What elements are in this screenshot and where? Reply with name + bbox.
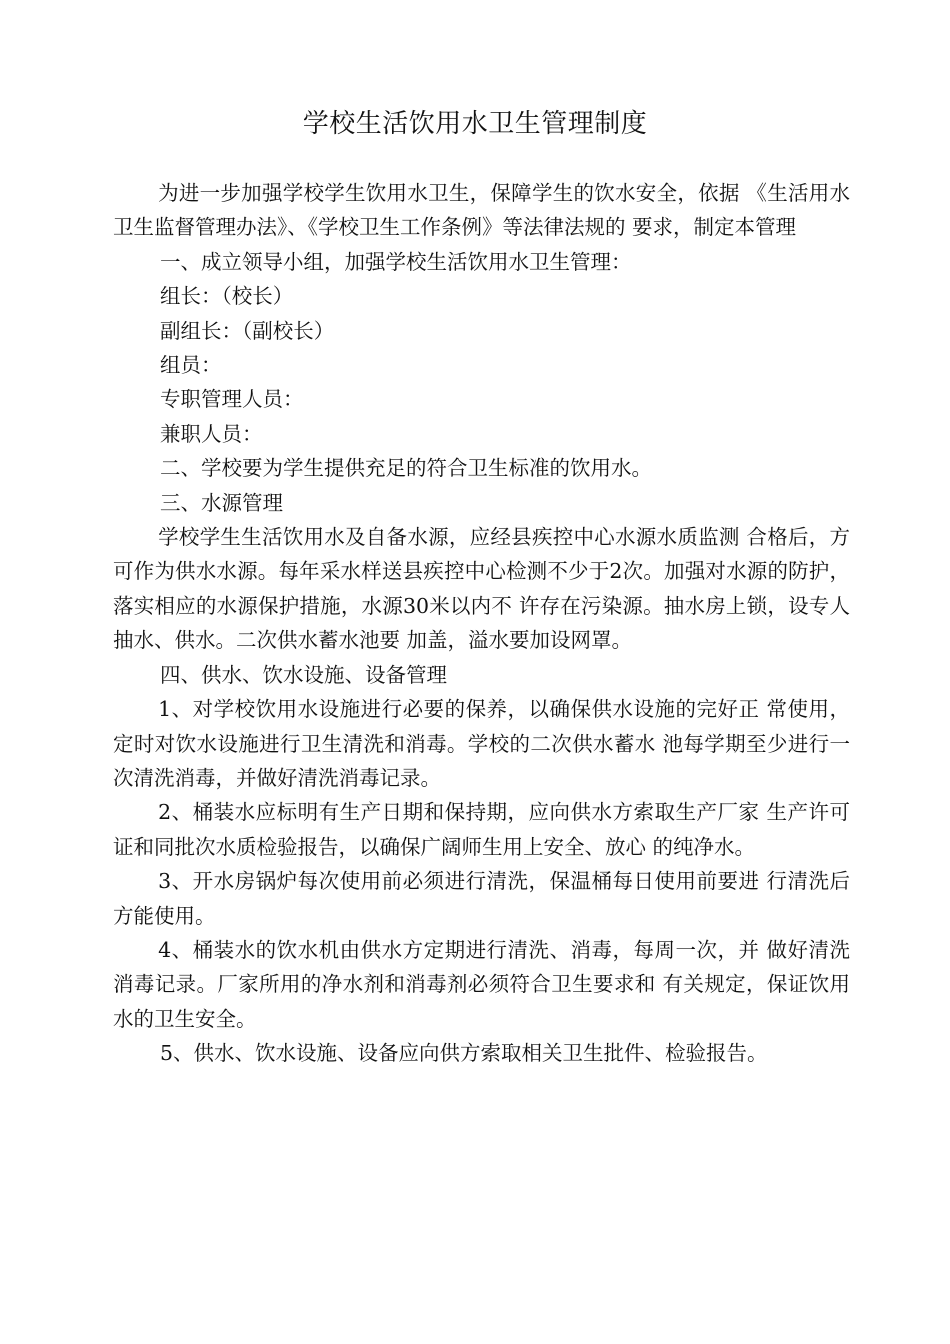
intro-paragraph: 为进一步加强学校学生饮用水卫生，保障学生的饮水安全，依据 《生活用水卫生监督管理办法》、《学校卫生工作条例》等法律法规的 要求，制定本管理 — [113, 181, 850, 240]
facilities-item-5: 5、供水、饮水设施、设备应向供方索取相关卫生批件、检验报告。 — [160, 1041, 768, 1066]
section-heading-supply: 二、学校要为学生提供充足的符合卫生标准的饮用水。 — [160, 456, 652, 481]
section-heading-leadership: 一、成立领导小组，加强学校生活饮用水卫生管理： — [160, 249, 632, 274]
fulltime-staff-line: 专职管理人员： — [160, 387, 304, 412]
document-title: 学校生活饮用水卫生管理制度 — [302, 109, 648, 139]
section-heading-water-source: 三、水源管理 — [160, 490, 283, 515]
parttime-staff-line: 兼职人员： — [160, 421, 263, 446]
members-line: 组员： — [160, 353, 222, 378]
facilities-item-1: 1、对学校饮用水设施进行必要的保养，以确保供水设施的完好正 常使用，定时对饮水设施进行卫生清洗和消毒。学校的二次供水蓄水 池每学期至少进行一次清洗消毒，并做好清洗消毒记录。 — [113, 697, 850, 790]
section-heading-facilities: 四、供水、饮水设施、设备管理 — [160, 662, 447, 687]
facilities-item-4: 4、桶装水的饮水机由供水方定期进行清洗、消毒，每周一次，并 做好清洗消毒记录。厂家所用的净水剂和消毒剂必须符合卫生要求和 有关规定，保证饮用水的卫生安全。 — [113, 937, 850, 1031]
facilities-item-2: 2、桶装水应标明有生产日期和保持期，应向供水方索取生产厂家 生产许可证和同批次水质检验报告，以确保广阔师生用上安全、放心 的纯净水。 — [113, 800, 850, 859]
facilities-item-3: 3、开水房锅炉每次使用前必须进行清洗，保温桶每日使用前要进 行清洗后方能使用。 — [113, 869, 850, 928]
deputy-leader-line: 副组长：（副校长） — [160, 318, 335, 343]
leader-line: 组长：（校长） — [160, 284, 294, 309]
document-body — [113, 176, 850, 1071]
water-source-paragraph: 学校学生生活饮用水及自备水源，应经县疾控中心水源水质监测 合格后，方可作为供水水源。每年采水样送县疾控中心检测不少于2次。加强对水源的防护，落实相应的水源保护措施，水源30米以内不 许存在污染源。抽水房上锁，设专人抽水、供水。二次供水蓄水池要 加盖，溢水要加设网罩。 — [113, 525, 850, 653]
